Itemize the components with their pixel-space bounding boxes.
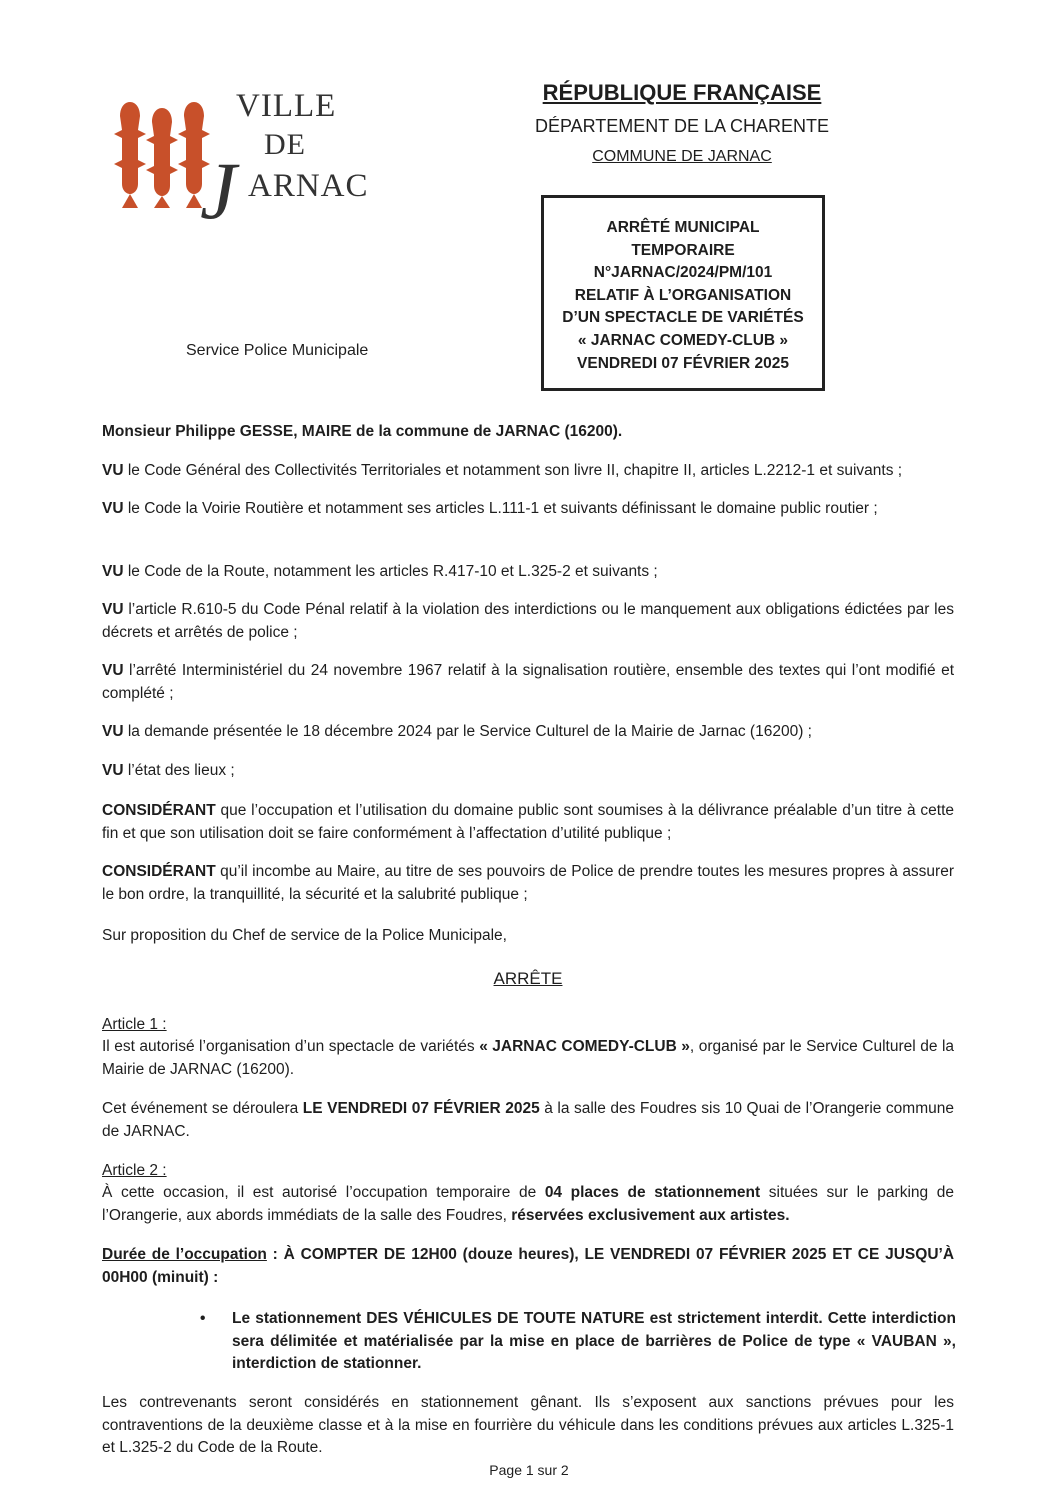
article-2-places: 04 places de stationnement [544,1184,761,1201]
logo-line-arnac: ARNAC [248,168,369,204]
article-1-date: LE VENDREDI 07 FÉVRIER 2025 [302,1100,540,1117]
article-1-text: Il est autorisé l’organisation d’un spectacle de variétés [102,1038,480,1055]
vu-paragraph [102,498,954,521]
article-1-paragraph-1 [102,1036,954,1081]
duree-label: Durée de l’occupation [102,1246,267,1263]
logo-initial-j: J [200,145,238,236]
arrete-heading [102,968,954,991]
republique-heading: RÉPUBLIQUE FRANÇAISE [542,80,822,105]
mayor-line: Monsieur Philippe GESSE, MAIRE de la commune de JARNAC (16200). [102,423,623,440]
vu-text: l’article R.610-5 du Code Pénal relatif à la violation des interdictions ou le manquement aux obligations édictées par les décrets et arrêtés de police ; [102,601,954,641]
ville-de-jarnac-logo [108,88,388,238]
vu-paragraph [102,561,954,584]
article-1-title [102,1014,954,1037]
vu-lead: VU [102,762,124,779]
arrete-box-line: ARRÊTÉ MUNICIPAL [606,219,760,236]
considerant-lead: CONSIDÉRANT [102,863,216,880]
article-2-text: À cette occasion, il est autorisé l’occupation temporaire de [102,1184,545,1201]
vu-lead: VU [102,462,124,479]
considerant-lead: CONSIDÉRANT [102,802,216,819]
commune-heading: COMMUNE DE JARNAC [592,148,772,165]
vu-paragraph [102,460,954,483]
article-2-text: situées sur le parking de l’Orangerie, aux abords immédiats de la salle des Foudres, [102,1184,954,1224]
vu-paragraph [102,660,954,705]
article-1-title-text: Article 1 : [102,1016,167,1033]
vu-lead: VU [102,563,124,580]
service-label: Service Police Municipale [186,342,369,359]
vu-text: le Code la Voirie Routière et notamment ses articles L.111-1 et suivants définissant le domaine public routier ; [123,500,878,517]
vu-text: l’arrêté Interministériel du 24 novembre 1967 relatif à la signalisation routière, ensemble des textes qui l’ont modifié et complété ; [102,662,954,702]
vu-paragraph [102,721,954,744]
arrete-heading-text: ARRÊTE [493,969,563,988]
vu-lead: VU [102,662,124,679]
article-1-text: à la salle des Foudres sis 10 Quai de l’Orangerie commune de JARNAC. [102,1100,954,1140]
article-1-text: Cet événement se déroulera [102,1100,303,1117]
article-1-text: , organisé par le Service Culturel de la Mairie de JARNAC (16200). [102,1038,955,1078]
article-2-reserved: réservées exclusivement aux artistes. [511,1206,790,1224]
duree-text: : À COMPTER DE 12H00 (douze heures), LE VENDREDI 07 FÉVRIER 2025 ET CE JUSQU’À 00H00 (minuit) : [102,1246,955,1286]
article-2-paragraph [102,1182,954,1227]
considerant-text: que l’occupation et l’utilisation du domaine public sont soumises à la délivrance préalable d’un titre à cette fin et que son utilisation doit se faire conformément à l’affectation d’utilité publique ; [102,802,954,842]
vu-lead: VU [102,601,124,618]
page-number: Page 1 sur 2 [489,1462,569,1478]
arrete-box-line: RELATIF À L’ORGANISATION [574,286,792,304]
considerant-paragraph [102,800,954,845]
vu-paragraph [102,599,954,644]
bullet-item [200,1308,956,1376]
arrete-box-line: TEMPORAIRE [631,241,735,259]
department-heading: DÉPARTEMENT DE LA CHARENTE [534,116,830,136]
arrete-box-line: D’UN SPECTACLE DE VARIÉTÉS [562,309,804,327]
article-1-paragraph-2 [102,1098,954,1143]
vu-paragraph [102,760,954,783]
vu-text: la demande présentée le 18 décembre 2024 par le Service Culturel de la Mairie de Jarnac (16200) ; [123,723,812,740]
arrete-box-line: « JARNAC COMEDY-CLUB » [577,331,789,349]
vu-lead: VU [102,723,124,740]
considerant-paragraph [102,861,954,906]
vu-text: le Code Général des Collectivités Territoriales et notamment son livre II, chapitre II, articles L.2212-1 et suivants ; [123,462,903,479]
considerant-text: qu’il incombe au Maire, au titre de ses pouvoirs de Police de prendre toutes les mesures propres à assurer le bon ordre, la tranquillité, la sécurité et la salubrité publique ; [102,863,954,903]
arrete-box-line: N°JARNAC/2024/PM/101 [593,264,773,282]
bullet-icon: • [200,1310,206,1327]
vu-lead: VU [102,500,124,517]
article-2-title [102,1160,954,1183]
arrete-title-box [541,195,825,391]
vu-text: l’état des lieux ; [123,762,235,779]
bullet-text: Le stationnement DES VÉHICULES DE TOUTE NATURE est strictement interdit. Cette interdiction sera délimitée et matérialisée par la mise en place de barrières de Police de type « VAUBAN », interdiction de stationner. [232,1310,956,1372]
article-1-event-name: « JARNAC COMEDY-CLUB » [479,1038,690,1055]
proposition-line: Sur proposition du Chef de service de la Police Municipale, [102,927,507,944]
article-2-title-text: Article 2 : [102,1162,167,1179]
logo-line-de: DE [264,128,306,161]
arrete-box-line: VENDREDI 07 FÉVRIER 2025 [577,354,789,372]
duree-paragraph [102,1244,954,1289]
vu-text: le Code de la Route, notamment les articles R.417-10 et L.325-2 et suivants ; [123,563,658,580]
logo-line-ville: VILLE [236,88,337,124]
contrevenants-paragraph: Les contrevenants seront considérés en stationnement gênant. Ils s’exposent aux sanctions prévues pour les contraventions de la deuxième classe et à la mise en fourrière du véhicule dans les conditions prévues aux articles L.325-1 et L.325-2 du Code de la Route. [102,1394,954,1456]
